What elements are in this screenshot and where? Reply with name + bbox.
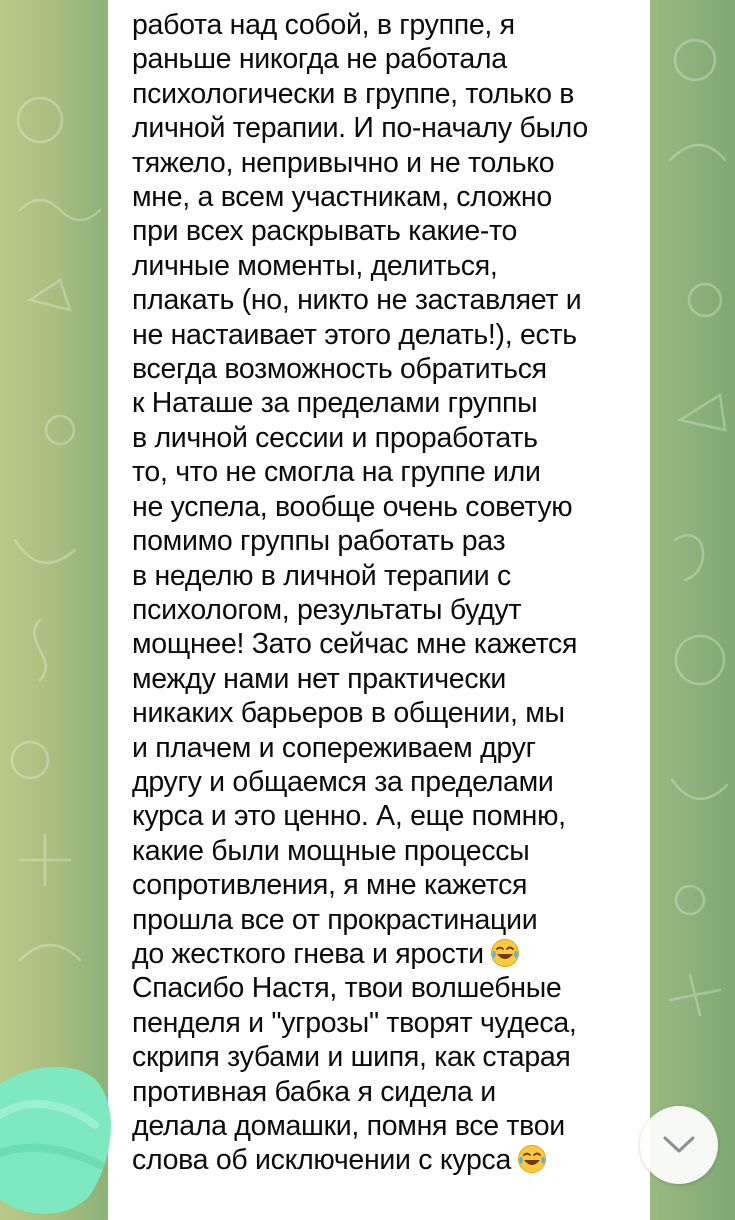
message-line: работа над собой, в группе, я (132, 9, 515, 41)
message-line: в неделю в личной терапии с (132, 559, 511, 592)
message-line: скрипя зубами и шипя, как старая (132, 1041, 571, 1074)
message-line: пенделя и "угрозы" творят чудеса, (132, 1006, 577, 1039)
message-line: в личной сессии и проработать (132, 421, 538, 454)
tears-of-joy-emoji-icon (517, 1144, 547, 1174)
message-line: тяжело, непривычно и не только (132, 146, 555, 179)
message-line: никаких барьеров в общении, мы (132, 697, 565, 730)
message-line: к Наташе за пределами группы (132, 387, 538, 420)
message-line: личной терапии. И по-началу было (132, 112, 588, 145)
message-bubble (108, 0, 650, 1220)
message-line: плакать (но, никто не заставляет и (132, 284, 582, 317)
message-line: при всех раскрывать какие-то (132, 215, 518, 248)
message-line: противная бабка я сидела и (132, 1075, 496, 1108)
message-line: какие были мощные процессы (132, 834, 530, 867)
message-line: мне, а всем участникам, сложно (132, 181, 552, 214)
scribble-overlay (0, 1055, 120, 1215)
message-line-with-emoji (132, 1143, 630, 1177)
message-line: раньше никогда не работала (132, 43, 507, 76)
message-line: всегда возможность обратиться (132, 353, 547, 386)
message-line: помимо группы работать раз (132, 525, 506, 558)
chevron-down-icon (662, 1135, 696, 1155)
message-line-text: слова об исключении с курса (132, 1144, 512, 1177)
message-line: сопротивления, я мне кажется (132, 869, 528, 902)
message-line: Спасибо Настя, твои волшебные (132, 972, 562, 1005)
message-line-with-emoji (132, 937, 630, 971)
scroll-down-button[interactable] (640, 1106, 718, 1184)
message-line: делала домашки, помня все твои (132, 1110, 565, 1142)
message-line: психологически в группе, только в (132, 77, 575, 110)
message-line-text: до жесткого гнева и ярости (132, 937, 484, 970)
message-line: и плачем и сопереживаем друг (132, 731, 536, 764)
message-line: не настаивает этого делать!), есть (132, 318, 577, 351)
message-line: не успела, вообще очень советую (132, 490, 573, 523)
message-line: мощнее! Зато сейчас мне кажется (132, 628, 578, 661)
tears-of-joy-emoji-icon (490, 938, 520, 968)
message-line: то, что не смогла на группе или (132, 456, 541, 489)
message-line: между нами нет практически (132, 662, 507, 695)
message-line: другу и общаемся за пределами (132, 765, 554, 798)
message-line: психологом, результаты будут (132, 593, 522, 626)
message-line: личные моменты, делиться, (132, 249, 498, 282)
message-line: прошла все от прокрастинации (132, 903, 538, 936)
message-line: курса и это ценно. А, еще помню, (132, 800, 566, 833)
